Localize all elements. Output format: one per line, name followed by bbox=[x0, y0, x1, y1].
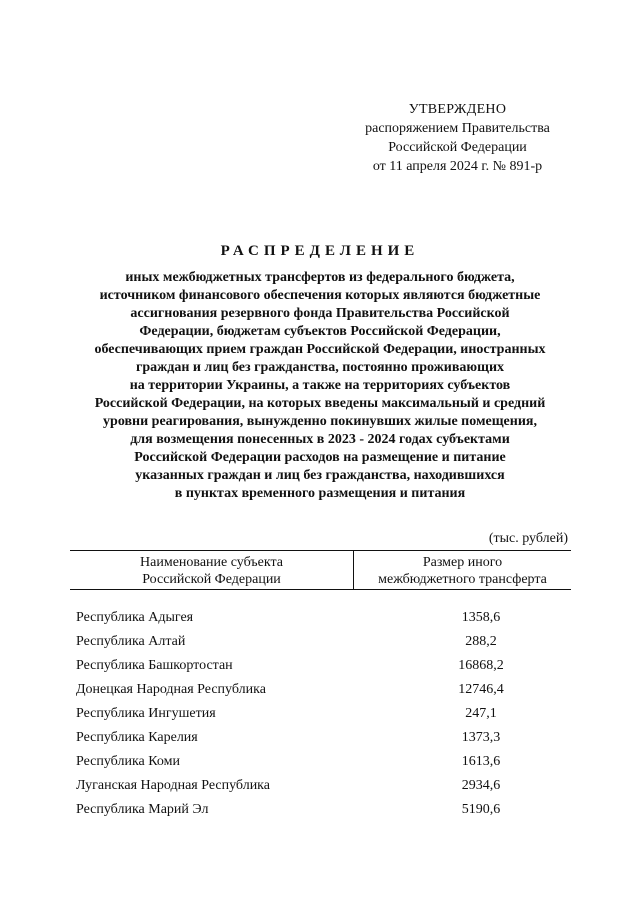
approval-line-3: от 11 апреля 2024 г. № 891-р bbox=[372, 159, 543, 174]
table-body bbox=[70, 590, 571, 822]
subtitle-line: для возмещения понесенных в 2023 - 2024 годах субъектами bbox=[130, 432, 510, 447]
subject-name: Республика Марий Эл bbox=[76, 802, 209, 817]
table-row bbox=[70, 630, 571, 654]
transfer-amount: 1373,3 bbox=[461, 730, 501, 745]
subject-name: Донецкая Народная Республика bbox=[76, 682, 266, 697]
subject-name: Республика Башкортостан bbox=[76, 658, 233, 673]
document-subtitle bbox=[40, 269, 600, 503]
subject-name: Луганская Народная Республика bbox=[76, 778, 270, 793]
subtitle-line: граждан и лиц без гражданства, постоянно проживающих bbox=[135, 360, 505, 375]
transfer-amount: 1613,6 bbox=[461, 754, 501, 769]
table-row bbox=[70, 798, 571, 822]
subtitle-line: в пунктах временного размещения и питания bbox=[174, 486, 466, 501]
subtitle-line: на территории Украины, а также на территориях субъектов bbox=[129, 378, 511, 393]
approval-block bbox=[345, 100, 570, 176]
column-header-amount-line-2: межбюджетного трансферта bbox=[378, 572, 547, 587]
distribution-table bbox=[70, 550, 571, 822]
transfer-amount: 16868,2 bbox=[458, 658, 504, 673]
subject-name: Республика Адыгея bbox=[76, 610, 194, 625]
table-row bbox=[70, 726, 571, 750]
subject-name: Республика Карелия bbox=[76, 730, 198, 745]
subject-name: Республика Коми bbox=[76, 754, 180, 769]
units-label: (тыс. рублей) bbox=[488, 531, 568, 546]
subtitle-line: ассигнования резервного фонда Правительства Российской bbox=[130, 306, 510, 321]
table-row bbox=[70, 750, 571, 774]
column-header-subject-line-1: Наименование субъекта bbox=[140, 555, 283, 570]
table-row bbox=[70, 678, 571, 702]
approval-line-1: распоряжением Правительства bbox=[365, 121, 550, 136]
transfer-amount: 12746,4 bbox=[458, 682, 504, 697]
subtitle-line: иных межбюджетных трансфертов из федерального бюджета, bbox=[125, 270, 515, 285]
subtitle-line: уровни реагирования, вынужденно покинувших жилые помещения, bbox=[103, 414, 537, 429]
transfer-amount: 1358,6 bbox=[461, 610, 501, 625]
table-row bbox=[70, 654, 571, 678]
approval-line-2: Российской Федерации bbox=[388, 140, 527, 155]
column-header-subject-line-2: Российской Федерации bbox=[142, 572, 281, 587]
subtitle-line: обеспечивающих прием граждан Российской Федерации, иностранных bbox=[94, 342, 546, 357]
transfer-amount: 247,1 bbox=[465, 706, 497, 721]
subtitle-line: Российской Федерации, на которых введены максимальный и средний bbox=[94, 396, 546, 411]
approval-heading: УТВЕРЖДЕНО bbox=[408, 102, 507, 117]
subtitle-line: Федерации, бюджетам субъектов Российской Федерации, bbox=[139, 324, 501, 339]
column-header-subject bbox=[70, 551, 353, 589]
column-header-amount-line-1: Размер иного bbox=[422, 555, 503, 570]
column-header-amount bbox=[353, 551, 571, 589]
subtitle-line: источником финансового обеспечения которых являются бюджетные bbox=[99, 288, 541, 303]
transfer-amount: 2934,6 bbox=[461, 778, 501, 793]
document-title: РАСПРЕДЕЛЕНИЕ bbox=[220, 243, 420, 259]
table-row bbox=[70, 702, 571, 726]
table-row bbox=[70, 774, 571, 798]
subject-name: Республика Ингушетия bbox=[76, 706, 216, 721]
transfer-amount: 288,2 bbox=[465, 634, 497, 649]
table-header bbox=[70, 550, 571, 590]
subtitle-line: указанных граждан и лиц без гражданства, находившихся bbox=[135, 468, 505, 483]
table-row bbox=[70, 606, 571, 630]
transfer-amount: 5190,6 bbox=[461, 802, 501, 817]
subject-name: Республика Алтай bbox=[76, 634, 186, 649]
subtitle-line: Российской Федерации расходов на размещение и питание bbox=[134, 450, 506, 465]
